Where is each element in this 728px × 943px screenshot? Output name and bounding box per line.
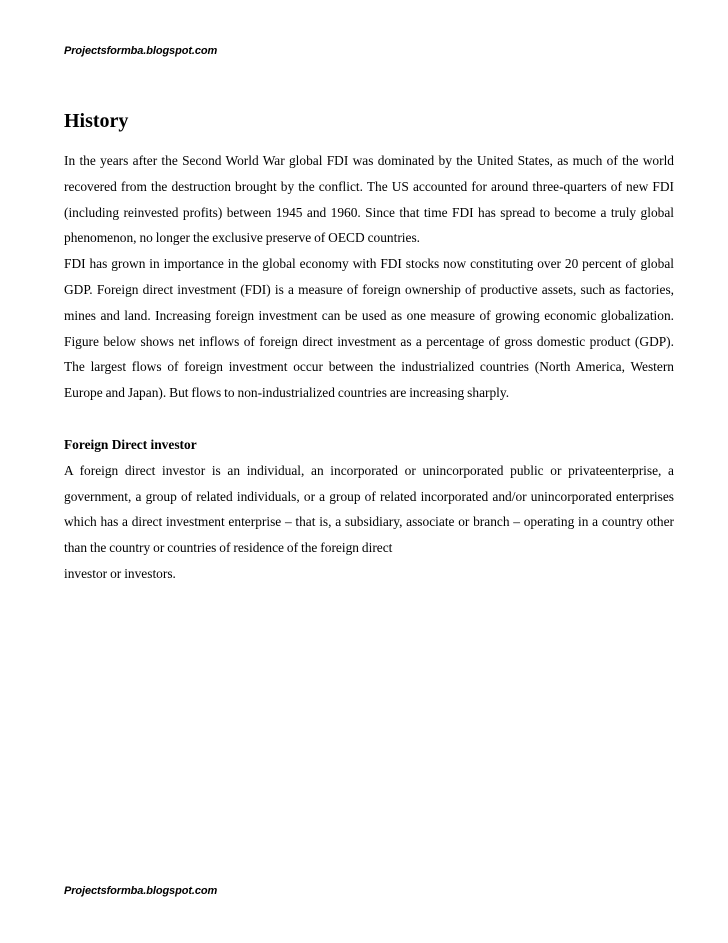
page-header: Projectsformba.blogspot.com <box>64 45 218 57</box>
history-paragraph-1: In the years after the Second World War global FDI was dominated by the United States, as much of the world recovered from the destruction brought by the conflict. The US accounted for around three-quarters of new FDI (including reinvested profits) between 1945 and 1960. Since that time FDI has spread to become a truly global phenomenon, no longer the exclusive preserve of OECD countries. <box>64 153 674 246</box>
page-content <box>64 108 674 587</box>
foreign-direct-investor-paragraph: A foreign direct investor is an individual, an incorporated or unincorporated public or privateenterprise, a government, a group of related individuals, or a group of related incorporated and/or unincorporated enterprises which has a direct investment enterprise – that is, a subsidiary, associate or branch – operating in a country other than the country or countries of residence of the foreign direct <box>64 462 674 556</box>
history-paragraph-2: FDI has grown in importance in the global economy with FDI stocks now constituting over 20 percent of global GDP. Foreign direct investment (FDI) is a measure of foreign ownership of productive assets, such as factories, mines and land. Increasing foreign investment can be used as one measure of growing economic globalization. Figure below shows net inflows of foreign direct investment as a percentage of gross domestic product (GDP). The largest flows of foreign investment occur between the industrialized countries (North America, Western Europe and Japan). But flows to non-industrialized countries are increasing sharply. <box>64 256 674 401</box>
history-heading: History <box>64 110 129 132</box>
foreign-direct-investor-last-line: investor or investors. <box>64 565 176 581</box>
foreign-direct-investor-heading: Foreign Direct investor <box>64 436 197 452</box>
page-footer: Projectsformba.blogspot.com <box>64 885 218 897</box>
